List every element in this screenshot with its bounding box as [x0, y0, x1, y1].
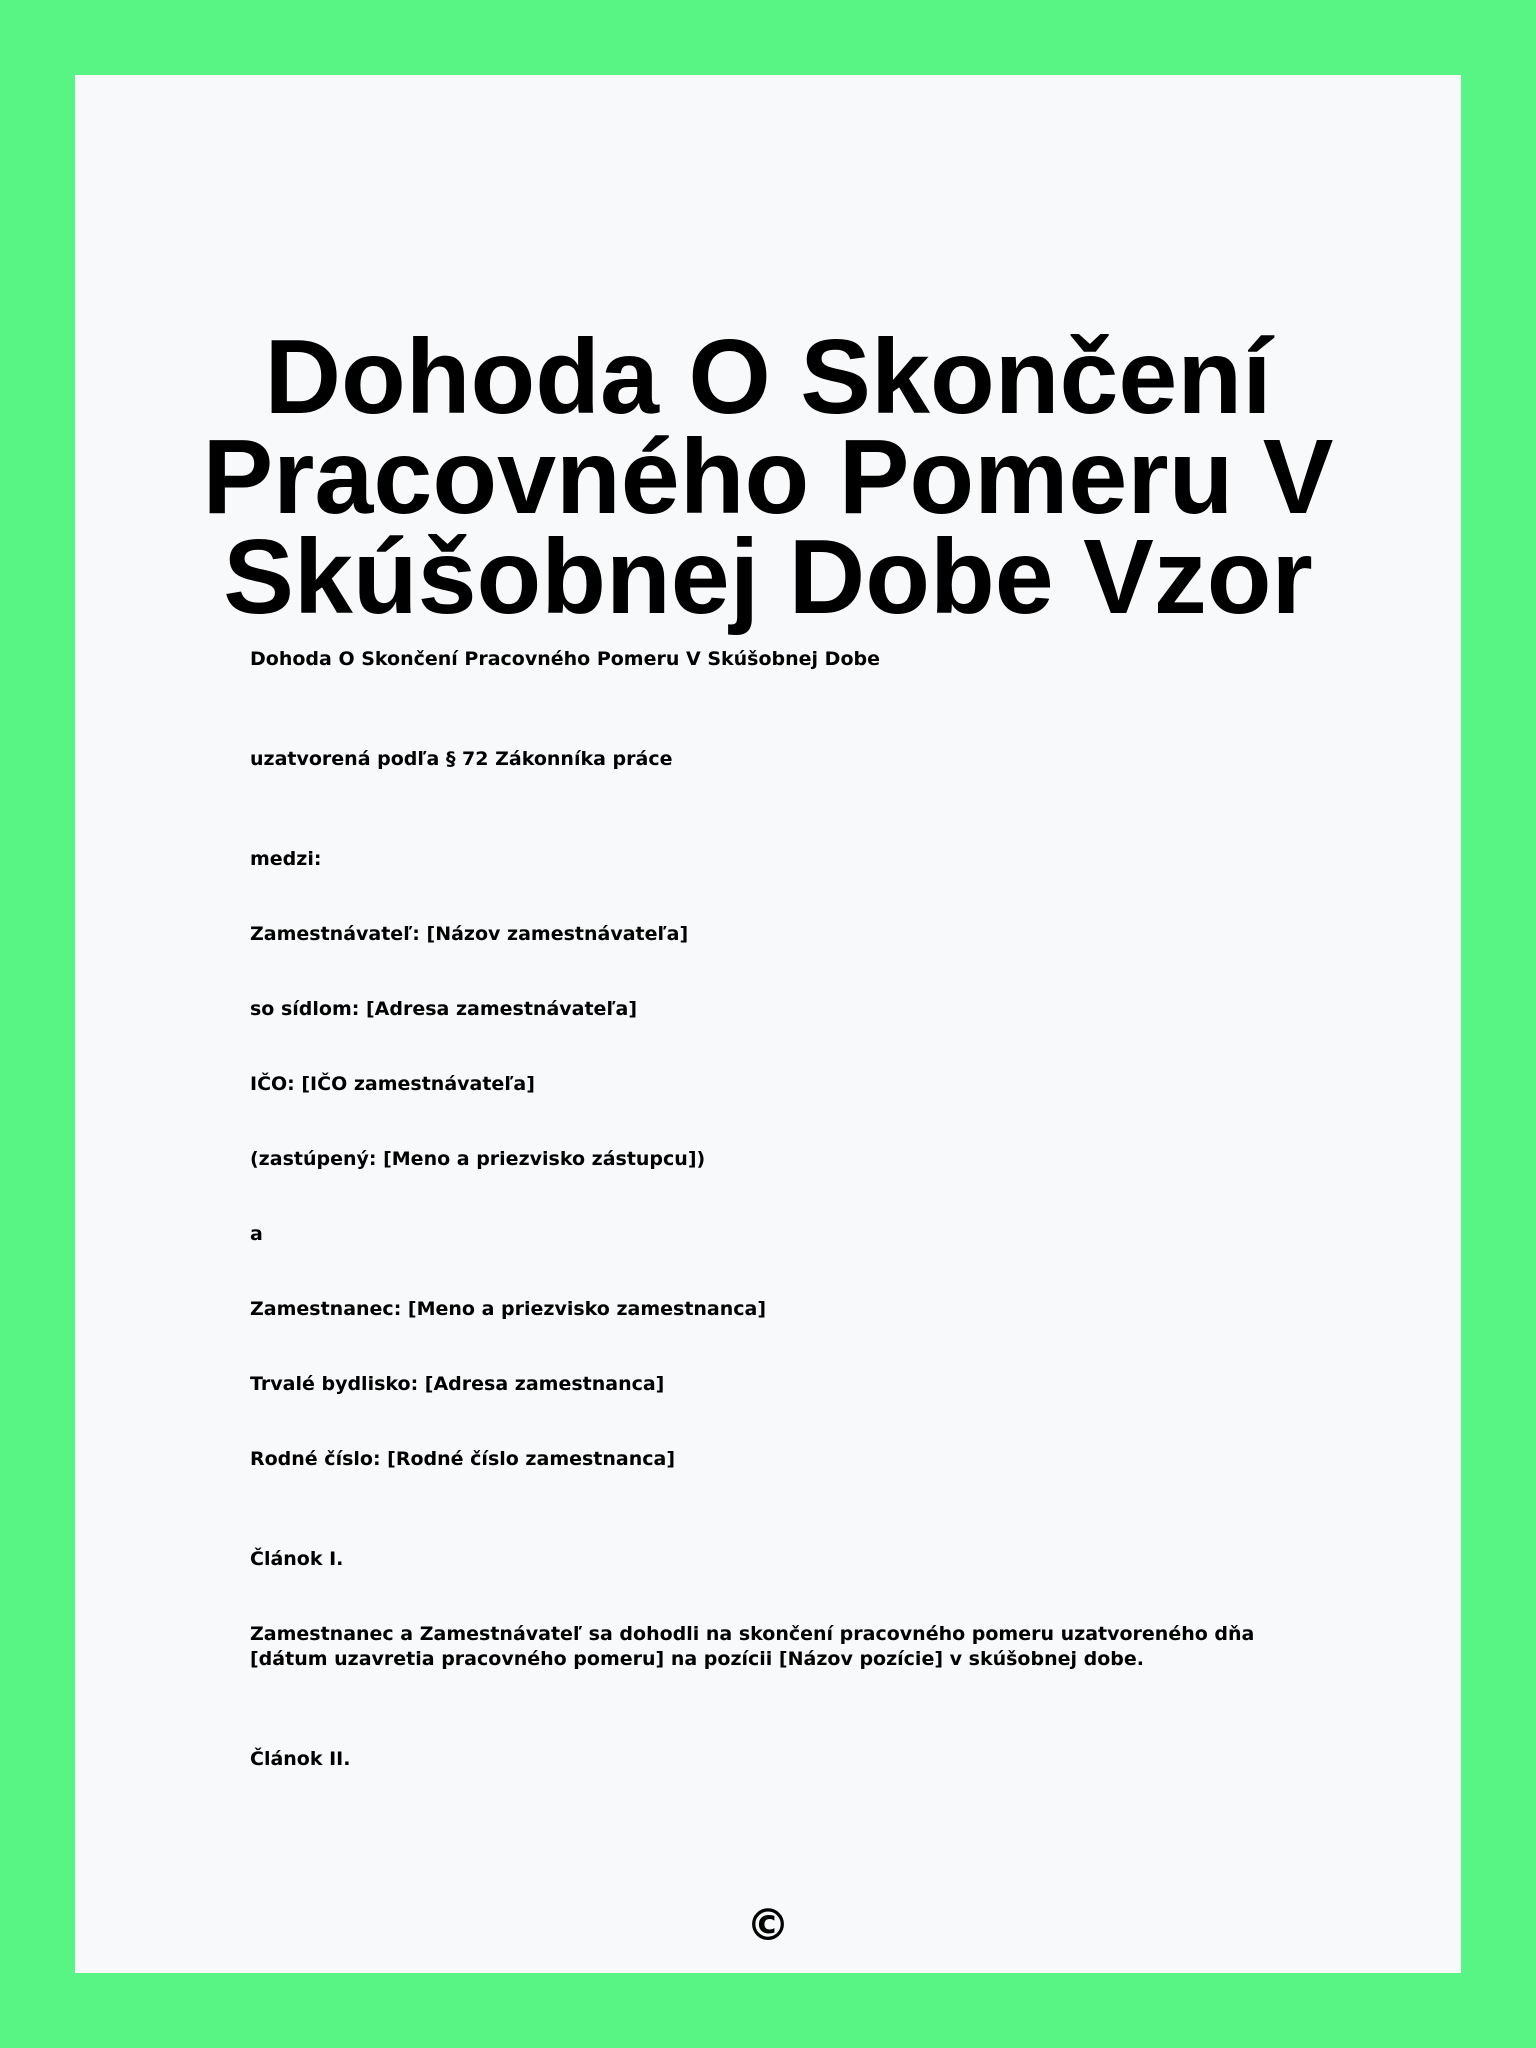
employer-ico: IČO: [IČO zamestnávateľa] — [250, 1073, 535, 1095]
parties-intro: medzi: — [250, 848, 322, 870]
employee-name: Zamestnanec: [Meno a priezvisko zamestnanca] — [250, 1298, 767, 1320]
legal-basis: uzatvorená podľa § 72 Zákonníka práce — [250, 748, 673, 770]
document-title: Dohoda O Skončení Pracovného Pomeru V Skúšobnej Dobe Vzor — [202, 318, 1334, 636]
article-1-text: Zamestnanec a Zamestnávateľ sa dohodli na skončení pracovného pomeru uzatvoreného dňa [dátum uzavretia pracovného pomeru] na pozícii [Názov pozície] v skúšobnej dobe. — [250, 1623, 1255, 1670]
article-2-heading: Článok II. — [250, 1748, 351, 1770]
employer-name: Zamestnávateľ: [Názov zamestnávateľa] — [250, 923, 689, 945]
employee-address: Trvalé bydlisko: [Adresa zamestnanca] — [250, 1373, 665, 1395]
article-1-heading: Článok I. — [250, 1548, 344, 1570]
document-heading: Dohoda O Skončení Pracovného Pomeru V Skúšobnej Dobe — [250, 648, 880, 670]
employer-address: so sídlom: [Adresa zamestnávateľa] — [250, 998, 638, 1020]
document-page — [75, 75, 1461, 1973]
parties-conjunction: a — [250, 1223, 263, 1245]
copyright-icon: © — [746, 1900, 790, 1951]
employee-birth-number: Rodné číslo: [Rodné číslo zamestnanca] — [250, 1448, 676, 1470]
employer-representative: (zastúpený: [Meno a priezvisko zástupcu]) — [250, 1148, 706, 1170]
